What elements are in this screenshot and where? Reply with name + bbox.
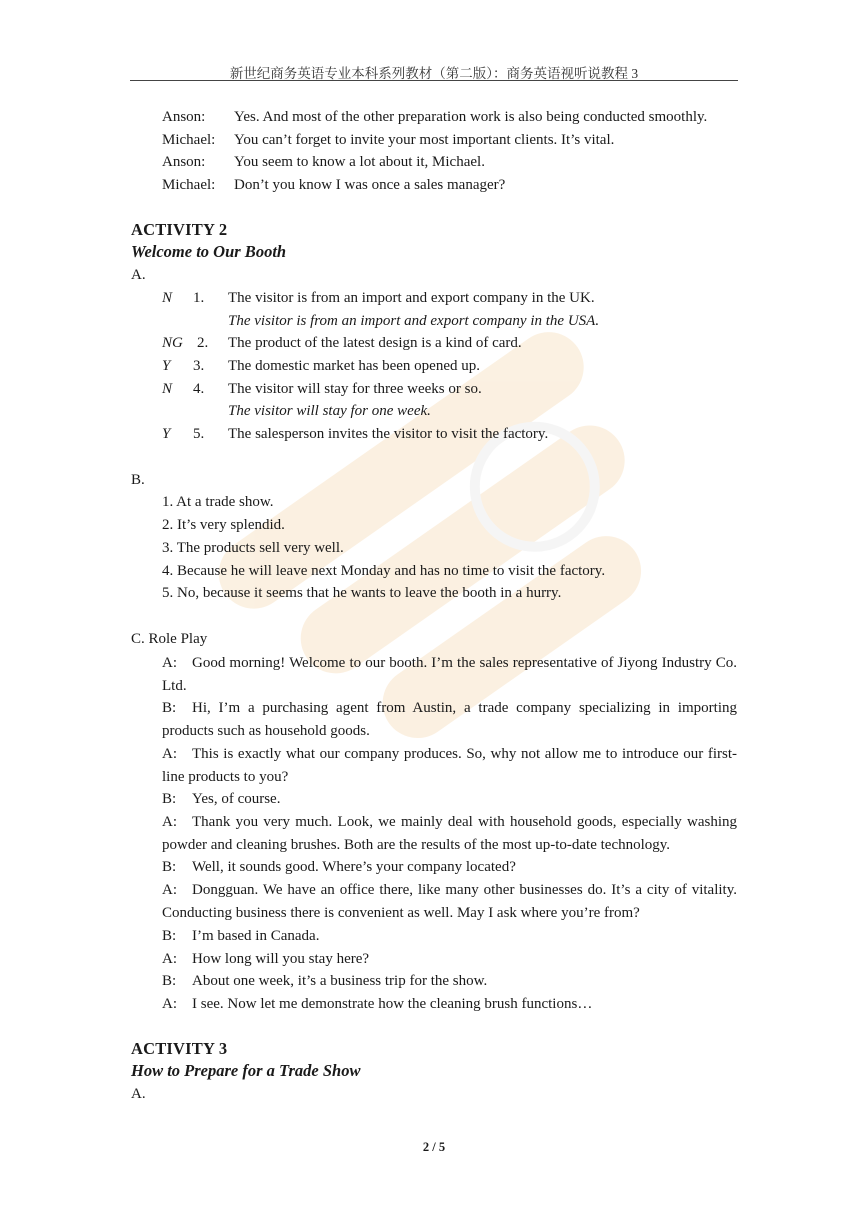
- speaker: Michael:: [162, 177, 216, 193]
- speaker: A:: [162, 746, 177, 762]
- role-play-line: [162, 697, 737, 742]
- header-divider: [130, 80, 738, 81]
- activity-2-subtitle: Welcome to Our Booth: [131, 242, 287, 261]
- speaker: A:: [162, 655, 177, 671]
- line-text: How long will you stay here?: [192, 951, 370, 967]
- tf-answer: NG: [162, 335, 183, 351]
- tf-number: 3.: [193, 358, 205, 374]
- speaker: B:: [162, 928, 177, 944]
- speaker: B:: [162, 859, 177, 875]
- line-text: I’m based in Canada.: [192, 928, 320, 944]
- tf-statement: The domestic market has been opened up.: [228, 358, 480, 374]
- page-number: 2 / 5: [422, 1140, 446, 1154]
- tf-correction: The visitor is from an import and export company in the USA.: [228, 313, 600, 329]
- speaker: B:: [162, 791, 177, 807]
- section-a-label: A.: [131, 1086, 146, 1102]
- list-item: 2. It’s very splendid.: [162, 517, 285, 533]
- line-text: This is exactly what our company produces. So, why not allow me to introduce our first-line products to you?: [162, 746, 737, 785]
- line-text: Dongguan. We have an office there, like many other businesses do. It’s a city of vitality. Conducting business there is convenient as well. May I ask where you’re from?: [162, 882, 737, 921]
- role-play-line: [162, 811, 737, 856]
- list-item: 5. No, because it seems that he wants to leave the booth in a hurry.: [162, 585, 562, 601]
- tf-statement: The product of the latest design is a kind of card.: [228, 335, 522, 351]
- section-a-label: A.: [131, 267, 146, 283]
- line-text: I see. Now let me demonstrate how the cleaning brush functions…: [192, 996, 593, 1012]
- speaker: Anson:: [162, 154, 206, 170]
- section-b-label: B.: [131, 472, 145, 488]
- tf-number: 2.: [197, 335, 209, 351]
- speaker: B:: [162, 700, 177, 716]
- tf-statement: The visitor will stay for three weeks or so.: [228, 381, 482, 397]
- role-play-line: [162, 879, 737, 924]
- line-text: Good morning! Welcome to our booth. I’m the sales representative of Jiyong Industry Co. Ltd.: [162, 655, 737, 694]
- role-play-line: [162, 788, 737, 811]
- speaker: B:: [162, 973, 177, 989]
- speaker: A:: [162, 951, 177, 967]
- section-c-label: C. Role Play: [131, 631, 208, 647]
- activity-2-title: ACTIVITY 2: [131, 220, 228, 239]
- speaker: A:: [162, 882, 177, 898]
- list-item: 1. At a trade show.: [162, 494, 274, 510]
- role-play-line: [162, 925, 737, 948]
- tf-number: 1.: [193, 290, 205, 306]
- line-text: Yes. And most of the other preparation work is also being conducted smoothly.: [234, 109, 708, 125]
- speaker: Michael:: [162, 132, 216, 148]
- tf-number: 4.: [193, 381, 205, 397]
- activity-3-title: ACTIVITY 3: [131, 1039, 228, 1058]
- activity-3-subtitle: How to Prepare for a Trade Show: [131, 1061, 361, 1080]
- line-text: Don’t you know I was once a sales manager?: [234, 177, 506, 193]
- tf-number: 5.: [193, 426, 205, 442]
- tf-correction: The visitor will stay for one week.: [228, 403, 431, 419]
- speaker: A:: [162, 814, 177, 830]
- speaker: A:: [162, 996, 177, 1012]
- line-text: Hi, I’m a purchasing agent from Austin, a trade company specializing in importing products such as household goods.: [162, 700, 737, 739]
- tf-answer: Y: [162, 426, 171, 442]
- role-play-line: [162, 970, 737, 993]
- tf-statement: The visitor is from an import and export company in the UK.: [228, 290, 595, 306]
- speaker: Anson:: [162, 109, 206, 125]
- list-item: 3. The products sell very well.: [162, 540, 344, 556]
- role-play-line: [162, 948, 737, 971]
- tf-answer: Y: [162, 358, 171, 374]
- role-play-line: [162, 856, 737, 879]
- tf-answer: N: [162, 381, 173, 397]
- page-header: 新世纪商务英语专业本科系列教材（第二版）：商务英语视听说教程 3: [229, 66, 639, 81]
- line-text: Yes, of course.: [192, 791, 281, 807]
- line-text: About one week, it’s a business trip for the show.: [192, 973, 488, 989]
- line-text: You seem to know a lot about it, Michael.: [234, 154, 485, 170]
- line-text: Well, it sounds good. Where’s your company located?: [192, 859, 516, 875]
- role-play-line: [162, 743, 737, 788]
- line-text: You can’t forget to invite your most important clients. It’s vital.: [234, 132, 615, 148]
- role-play-line: [162, 652, 737, 697]
- tf-answer: N: [162, 290, 173, 306]
- tf-statement: The salesperson invites the visitor to visit the factory.: [228, 426, 549, 442]
- line-text: Thank you very much. Look, we mainly deal with household goods, especially washing powder and cleaning brushes. Both are the results of the most up-to-date technology.: [162, 814, 737, 853]
- role-play-line: [162, 993, 737, 1016]
- list-item: 4. Because he will leave next Monday and has no time to visit the factory.: [162, 563, 606, 579]
